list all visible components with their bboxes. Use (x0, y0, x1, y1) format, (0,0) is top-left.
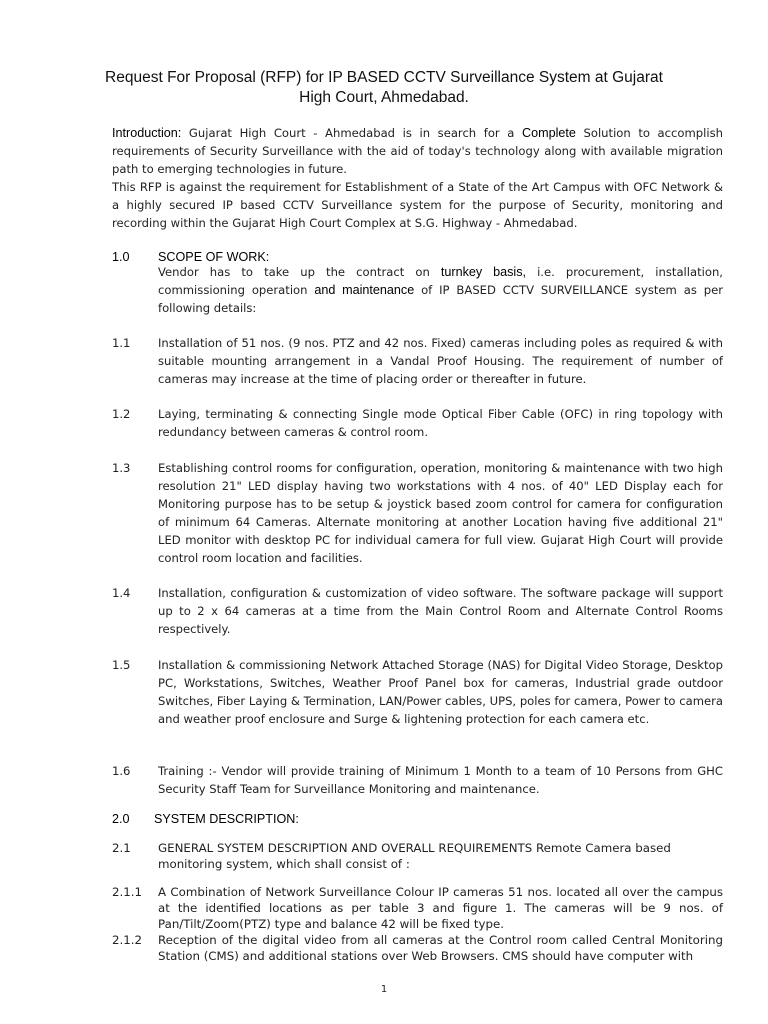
item-text: Establishing control rooms for configuration, operation, monitoring & maintenance with two high resolution 21" LED display having two workstations with 4 nos. of 40" LED Display each for Monitoring purpose has to be setup & joystick based zoom control for camera for configuration of minimum 64 Cameras. Alternate monitoring at another Location having five additional 21" LED monitor with desktop PC for individual camera for full view. Gujarat High Court will provide control room location and facilities. (158, 461, 723, 565)
item-1-2 (112, 405, 723, 441)
item-number: 2.1.2 (112, 933, 143, 947)
item-1-1 (112, 334, 723, 388)
item-text: Reception of the digital video from all cameras at the Control room called Central Monitoring Station (CMS) and additional stations over Web Browsers. CMS should have computer with (158, 933, 723, 963)
item-2-1 (112, 840, 723, 872)
item-text: Training :- Vendor will provide training of Minimum 1 Month to a team of 10 Persons from GHC Security Staff Team for Surveillance Monitoring and maintenance. (158, 764, 723, 796)
intro-text-b: Solution to accomplish requirements of Security Surveillance with the aid of today's technology along with available migration path to emerging technologies in future. (112, 126, 723, 176)
section-2-number: 2.0 (112, 812, 130, 826)
section-2-heading: SYSTEM DESCRIPTION: (154, 812, 299, 826)
bold-turnkey: turnkey basis, (440, 265, 526, 279)
item-number: 1.5 (112, 658, 131, 672)
section-1-scope (112, 248, 723, 317)
intro-label: Introduction: (112, 126, 182, 140)
item-number: 1.4 (112, 586, 131, 600)
item-text: A Combination of Network Surveillance Colour IP cameras 51 nos. located all over the campus at the identified locations as per table 3 and figure 1. The cameras will be 9 nos. of Pan/Tilt/Zoom(PTZ) type and balance 42 will be fixed type. (158, 885, 723, 931)
item-2-1-2 (112, 932, 723, 964)
item-1-4 (112, 584, 723, 638)
item-text: Installation of 51 nos. (9 nos. PTZ and 42 nos. Fixed) cameras including poles as required & with suitable mounting arrangement in a Vandal Proof Housing. The requirement of number of cameras may increase at the time of placing order or thereafter in future. (158, 336, 723, 386)
intro-text-a: Gujarat High Court - Ahmedabad is in search for a (181, 126, 522, 140)
item-2-1-1 (112, 884, 723, 932)
intro-paragraph (112, 124, 723, 178)
item-number: 2.1 (112, 841, 131, 855)
section-1-number: 1.0 (112, 250, 130, 264)
page-number: 1 (380, 984, 388, 995)
item-text: Installation, configuration & customization of video software. The software package will support up to 2 x 64 cameras at a time from the Main Control Room and Alternate Control Rooms respectively. (158, 586, 723, 636)
introduction (112, 124, 723, 232)
section-1-text: Vendor has to take up the contract on turnkey basis, i.e. procurement, installation, commissioning operation and maintenance of IP BASED CCTV SURVEILLANCE system as per following details: (158, 265, 723, 315)
item-number: 1.1 (112, 336, 131, 350)
item-text: GENERAL SYSTEM DESCRIPTION AND OVERALL REQUIREMENTS Remote Camera based monitoring system, which shall consist of : (158, 841, 671, 871)
bold-maintenance: and maintenance (314, 283, 415, 297)
intro-paragraph-2: This RFP is against the requirement for Establishment of a State of the Art Campus with OFC Network & a highly secured IP based CCTV Surveillance system for the purpose of Security, monitoring and recording within the Gujarat High Court Complex at S.G. Highway - Ahmedabad. (112, 180, 723, 230)
item-text: Laying, terminating & connecting Single mode Optical Fiber Cable (OFC) in ring topology with redundancy between cameras & control room. (158, 407, 723, 439)
item-text: Installation & commissioning Network Attached Storage (NAS) for Digital Video Storage, Desktop PC, Workstations, Switches, Weather Proof Panel box for cameras, Industrial grade outdoor Switches, Fiber Laying & Termination, LAN/Power cables, UPS, poles for camera, Power to camera and weather proof enclosure and Surge & lightening protection for each camera etc. (158, 658, 723, 726)
document-title: Request For Proposal (RFP) for IP BASED CCTV Surveillance System at Gujarat High Court, Ahmedabad. (105, 69, 663, 106)
intro-highlight: Complete (522, 126, 576, 140)
section-1-heading: SCOPE OF WORK: (158, 250, 270, 264)
item-1-5 (112, 656, 723, 728)
item-number: 2.1.1 (112, 885, 143, 899)
item-number: 1.3 (112, 461, 131, 475)
item-number: 1.6 (112, 764, 131, 778)
item-1-6 (112, 762, 723, 798)
item-number: 1.2 (112, 407, 131, 421)
item-1-3 (112, 459, 723, 567)
